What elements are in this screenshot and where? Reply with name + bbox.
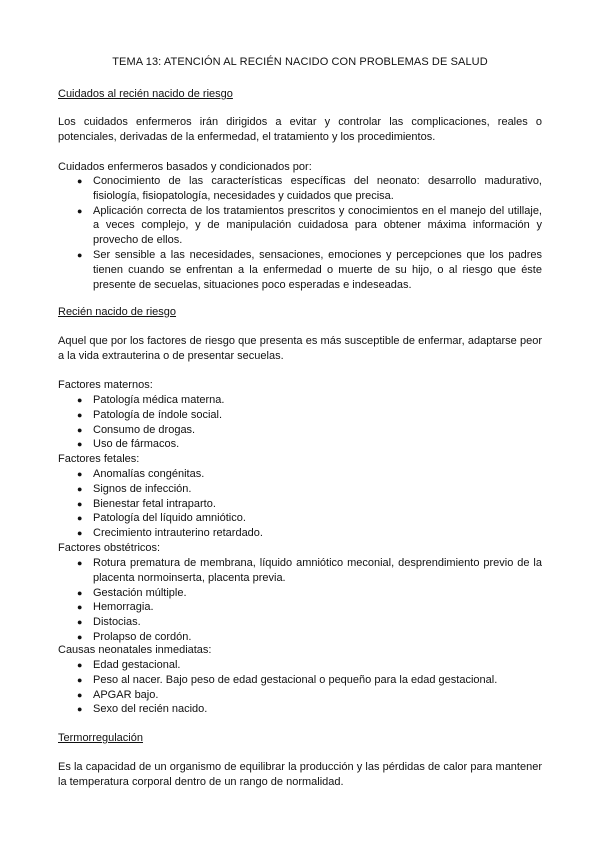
bullet-icon: ● bbox=[77, 439, 83, 450]
bullet-icon: ● bbox=[77, 689, 83, 700]
list-item: ● Ser sensible a las necesidades, sensaciones, emociones y percepciones que los padres tienen cuando se enfrentan a la enfermedad o muerte de su hijo, o al riesgo que éste presente de secuelas, situaciones poco esperadas e indeseadas. bbox=[77, 248, 542, 291]
group-label-neonatales: Causas neonatales inmediatas: bbox=[58, 644, 212, 656]
list-item: ● Hemorragia. bbox=[77, 601, 154, 614]
list-item: ● Patología médica materna. bbox=[77, 394, 225, 406]
section-heading-riesgo: Recién nacido de riesgo bbox=[58, 306, 177, 318]
group-label-obstetricos: Factores obstétricos: bbox=[58, 542, 161, 554]
bullet-list-cuidados bbox=[58, 174, 542, 292]
page-title: TEMA 13: ATENCIÓN AL RECIÉN NACIDO CON PROBLEMAS DE SALUD bbox=[112, 56, 488, 68]
list-item: ● Crecimiento intrauterino retardado. bbox=[77, 527, 263, 540]
group-label-maternos: Factores maternos: bbox=[58, 379, 153, 391]
list-item: ● Sexo del recién nacido. bbox=[77, 703, 208, 716]
section-intro-riesgo: Aquel que por los factores de riesgo que presenta es más susceptible de enfermar, adaptarse peor a la vida extrauterina o de presentar secuelas. bbox=[58, 335, 542, 362]
list-item: ● Distocias. bbox=[77, 616, 141, 629]
bullet-list-fetales bbox=[58, 467, 542, 541]
bullet-icon: ● bbox=[77, 528, 83, 539]
list-item: ● Gestación múltiple. bbox=[77, 586, 187, 599]
bullet-icon: ● bbox=[77, 587, 83, 598]
bullet-icon: ● bbox=[77, 205, 83, 216]
list-item: ● Peso al nacer. Bajo peso de edad gestacional o pequeño para la edad gestacional. bbox=[77, 673, 498, 686]
bullet-icon: ● bbox=[77, 704, 83, 715]
bullet-icon: ● bbox=[77, 424, 83, 435]
list-item: ● Signos de infección. bbox=[77, 482, 192, 495]
bullet-icon: ● bbox=[77, 395, 83, 405]
bullet-icon: ● bbox=[77, 498, 83, 509]
bullet-list-obstetricos bbox=[58, 556, 542, 645]
list-item: ● Prolapso de cordón. bbox=[77, 630, 192, 643]
bullet-icon: ● bbox=[77, 660, 83, 670]
bullet-icon: ● bbox=[77, 617, 83, 628]
bullet-icon: ● bbox=[77, 249, 83, 260]
bullet-icon: ● bbox=[77, 513, 83, 524]
bullet-icon: ● bbox=[77, 674, 83, 685]
section-intro-termorregulacion: Es la capacidad de un organismo de equilibrar la producción y las pérdidas de calor para mantener la temperatura corporal dentro de un rango de normalidad. bbox=[58, 761, 542, 788]
bullet-icon: ● bbox=[77, 483, 83, 494]
bullet-list-neonatales bbox=[58, 658, 542, 717]
list-item: ● Rotura prematura de membrana, líquido amniótico meconial, desprendimiento previo de la placenta normoinserta, placenta previa. bbox=[77, 557, 542, 584]
list-item: ● Anomalías congénitas. bbox=[77, 468, 205, 480]
list-item: ● Patología de índole social. bbox=[77, 408, 223, 421]
bullet-icon: ● bbox=[77, 176, 83, 186]
list-label-cuidados: Cuidados enfermeros basados y condicionados por: bbox=[58, 161, 312, 173]
section-intro-cuidados: Los cuidados enfermeros irán dirigidos a evitar y controlar las complicaciones, reales o potenciales, derivadas de la enfermedad, el tratamiento y los procedimientos. bbox=[58, 116, 542, 143]
bullet-icon: ● bbox=[77, 469, 83, 479]
list-item: ● Edad gestacional. bbox=[77, 659, 181, 671]
list-item: ● Consumo de drogas. bbox=[77, 423, 196, 436]
list-item: ● APGAR bajo. bbox=[77, 688, 159, 701]
section-heading-cuidados: Cuidados al recién nacido de riesgo bbox=[58, 88, 233, 100]
bullet-icon: ● bbox=[77, 409, 83, 420]
list-item: ● Bienestar fetal intraparto. bbox=[77, 497, 216, 510]
bullet-list-maternos bbox=[58, 393, 542, 452]
section-heading-termorregulacion: Termorregulación bbox=[58, 732, 143, 744]
list-item: ● Conocimiento de las características específicas del neonato: desarrollo madurativo, fisiología, fisiopatología, necesidades y cuidados que precisa. bbox=[77, 175, 542, 202]
list-item: ● Uso de fármacos. bbox=[77, 438, 180, 451]
bullet-icon: ● bbox=[77, 602, 83, 613]
bullet-icon: ● bbox=[77, 631, 83, 642]
list-item: ● Aplicación correcta de los tratamientos prescritos y conocimientos en el manejo del utillaje, a veces complejo, y de manipulación cuidadosa para obtener máxima información y provecho de ellos. bbox=[77, 204, 542, 247]
bullet-icon: ● bbox=[77, 558, 83, 568]
group-label-fetales: Factores fetales: bbox=[58, 453, 140, 465]
list-item: ● Patología del líquido amniótico. bbox=[77, 512, 246, 525]
